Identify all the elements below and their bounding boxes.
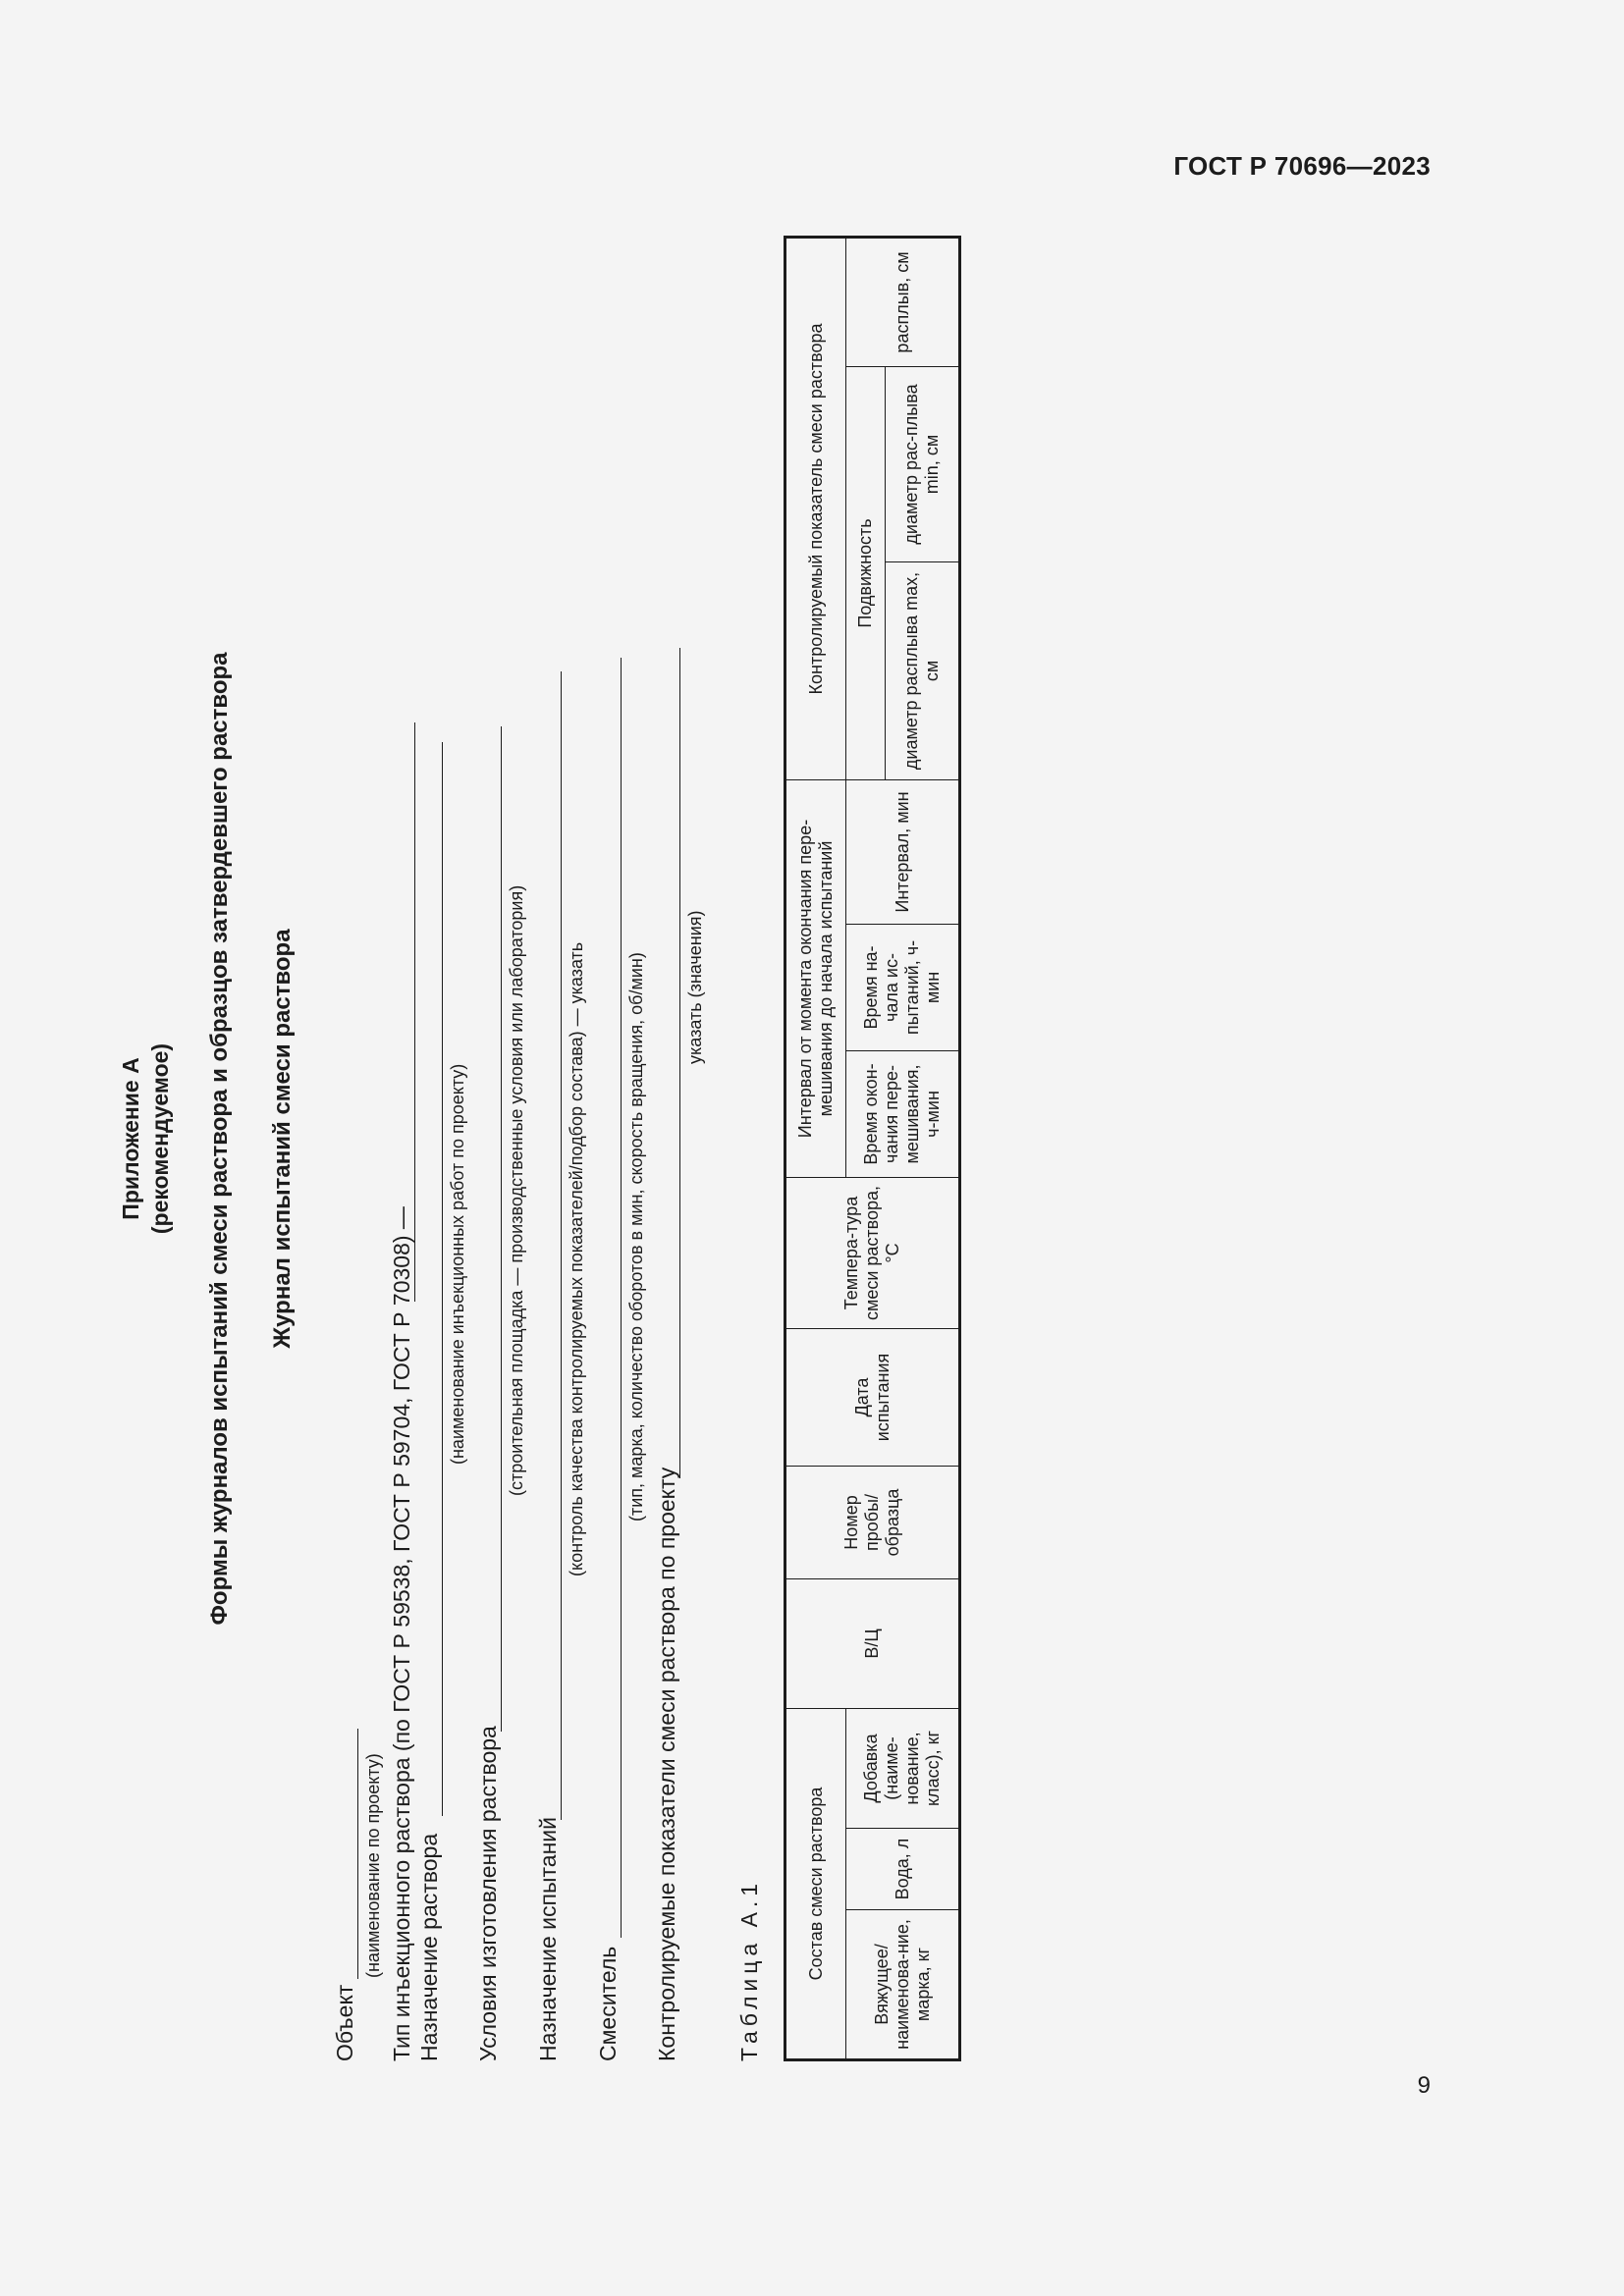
field-object-label: Объект <box>332 1984 357 2061</box>
header-additive: Добавка (наиме-нование, класс), кг <box>846 1708 960 1828</box>
appendix-title: Приложение А <box>118 1057 143 1220</box>
field-test-purpose-line[interactable] <box>561 671 562 1820</box>
field-controlled-params-line[interactable] <box>679 648 680 1478</box>
rotated-form <box>98 216 982 2061</box>
appendix-status: (рекомендуемое) <box>147 1042 173 1235</box>
field-conditions-line[interactable] <box>501 726 502 1732</box>
field-solution-type-line[interactable] <box>414 722 415 1302</box>
field-solution-purpose-line[interactable] <box>442 742 443 1816</box>
table-caption: Таблица А.1 <box>736 1878 762 2061</box>
field-object-caption: (наименование по проекту) <box>363 1753 383 1978</box>
standard-number: ГОСТ Р 70696—2023 <box>1173 151 1431 181</box>
appendix-heading <box>116 216 175 2061</box>
field-controlled-params-label: Контролируемые показатели смеси раствора по проекту <box>654 1467 679 2061</box>
field-conditions-label: Условия изготовления раствора <box>475 1726 501 2061</box>
field-solution-purpose-caption: (наименование инъекционных работ по проекту) <box>448 1063 467 1465</box>
field-test-purpose-label: Назначение испытаний <box>535 1817 561 2061</box>
header-water: Вода, л <box>846 1829 960 1910</box>
header-test-date: Дата испытания <box>785 1328 960 1466</box>
header-interval-min: Интервал, мин <box>846 779 960 924</box>
header-mix-end-time: Время окон-чания пере-мешивания, ч-мин <box>846 1050 960 1177</box>
header-test-start-time: Время на-чала ис-пытаний, ч-мин <box>846 924 960 1050</box>
field-mixer-caption: (тип, марка, количество оборотов в мин, скорость вращения, об/мин) <box>626 952 646 1522</box>
field-controlled-params-caption: указать (значения) <box>685 910 705 1064</box>
header-composition-group: Состав смеси раствора <box>785 1708 846 2059</box>
section-title: Формы журналов испытаний смеси раствора и образцов затвердевшего раствора <box>206 652 233 1626</box>
header-spread: расплыв, см <box>846 237 960 366</box>
field-solution-purpose-label: Назначение раствора <box>416 1833 442 2061</box>
test-journal-table <box>784 236 961 2061</box>
field-mixer-line[interactable] <box>621 658 622 1938</box>
header-mobility-group: Подвижность <box>846 366 886 779</box>
header-diameter-max: диаметр расплыва max, см <box>886 561 960 779</box>
header-interval-group: Интервал от момента окончания пере-мешивания до начала испытаний <box>785 779 846 1177</box>
header-wc: В/Ц <box>785 1578 960 1708</box>
field-mixer-label: Смеситель <box>595 1946 621 2061</box>
page-number: 9 <box>1417 2072 1431 2099</box>
field-conditions-caption: (строительная площадка — производственные условия или лаборатория) <box>507 884 526 1496</box>
journal-title: Журнал испытаний смеси раствора <box>269 929 296 1349</box>
header-temperature: Темпера-тура смеси раствора, °С <box>785 1177 960 1328</box>
field-object-line[interactable] <box>357 1729 358 1979</box>
header-binder: Вяжущее/ наименова-ние, марка, кг <box>846 1910 960 2060</box>
header-controlled-group: Контролируемый показатель смеси раствора <box>785 237 846 779</box>
field-test-purpose-caption: (контроль качества контролируемых показателей/подбор состава) — указать <box>567 941 586 1576</box>
header-diameter-min: диаметр рас-плыва min, см <box>886 366 960 561</box>
field-solution-type-label: Тип инъекционного раствора (по ГОСТ Р 59538, ГОСТ Р 59704, ГОСТ Р 70308) — <box>389 1206 414 2061</box>
header-sample-number: Номер пробы/ образца <box>785 1466 960 1578</box>
